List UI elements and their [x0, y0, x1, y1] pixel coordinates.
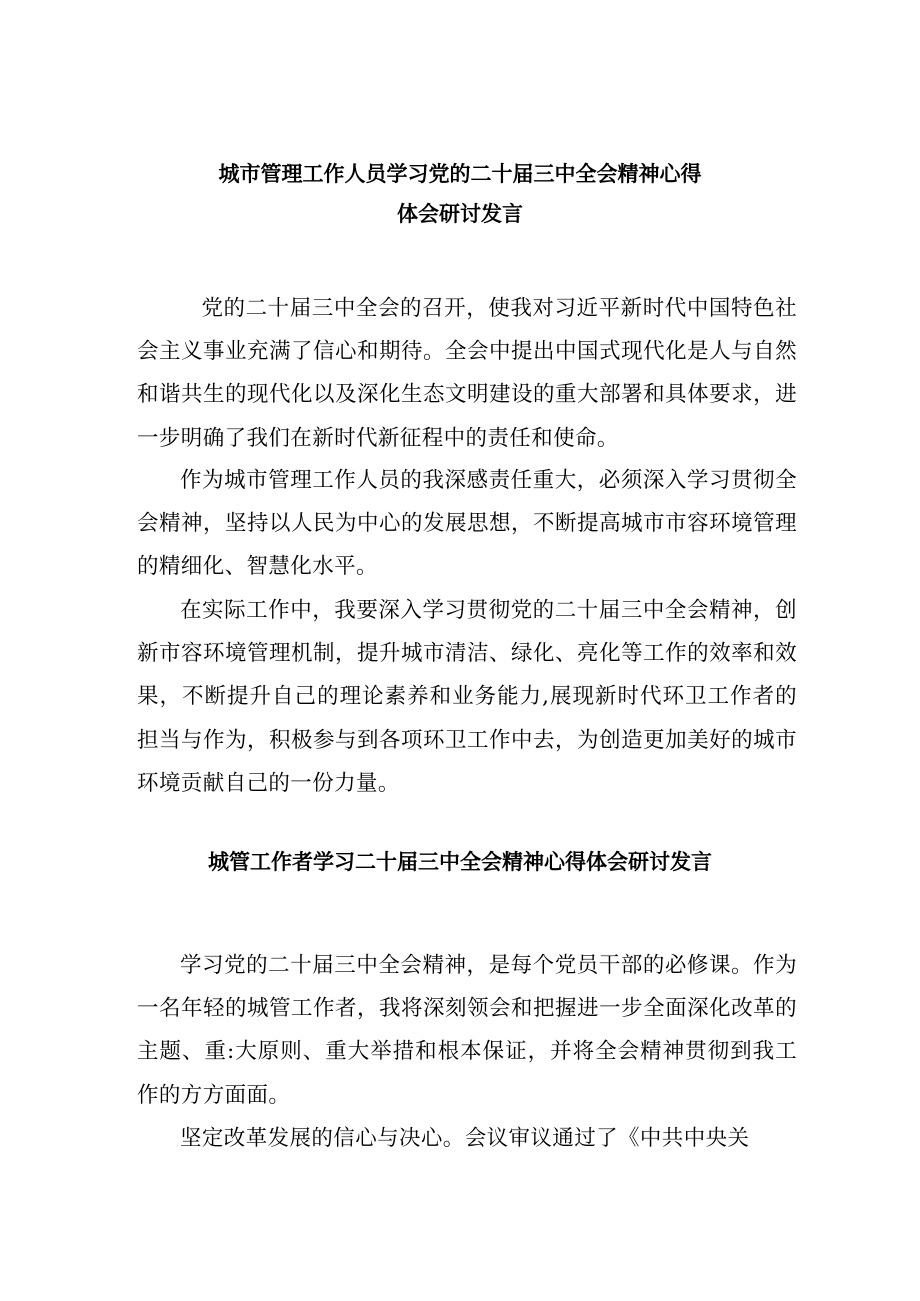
body-paragraph: 在实际工作中，我要深入学习贯彻党的二十届三中全会精神，创新市容环境管理机制，提升城市清洁、绿化、亮化等工作的效率和效果，不断提升自己的理论素养和业务能力,展现新时代环卫工作者的担当与作为，积极参与到各项环卫工作中去，为创造更加美好的城市环境贡献自己的一份力量。 [137, 598, 797, 796]
title-line: 城管工作者学习二十届三中全会精神心得体会研讨发言 [208, 850, 712, 874]
body-paragraph: 作为城市管理工作人员的我深感责任重大，必须深入学习贯彻全会精神，坚持以人民为中心的发展思想，不断提高城市市容环境管理的精细化、智慧化水平。 [137, 468, 797, 580]
body-paragraph: 学习党的二十届三中全会精神，是每个党员干部的必修课。作为一名年轻的城管工作者，我将深刻领会和把握进一步全面深化改革的主题、重:大原则、重大举措和根本保证，并将全会精神贯彻到我工作的方方面面。 [137, 953, 797, 1108]
body-paragraph: 党的二十届三中全会的召开，使我对习近平新时代中国特色社会主义事业充满了信心和期待。全会中提出中国式现代化是人与自然和谐共生的现代化以及深化生态文明建设的重大部署和具体要求，进一步明确了我们在新时代新征程中的责任和使命。 [137, 296, 797, 451]
title-line: 体会研讨发言 [397, 202, 523, 226]
section-title-city-management [0, 154, 920, 234]
body-paragraph: 坚定改革发展的信心与决心。会议审议通过了《中共中央关 [180, 1126, 750, 1151]
title-line: 城市管理工作人员学习党的二十届三中全会精神心得 [218, 162, 702, 186]
section-title-urban-management-worker [0, 842, 920, 882]
